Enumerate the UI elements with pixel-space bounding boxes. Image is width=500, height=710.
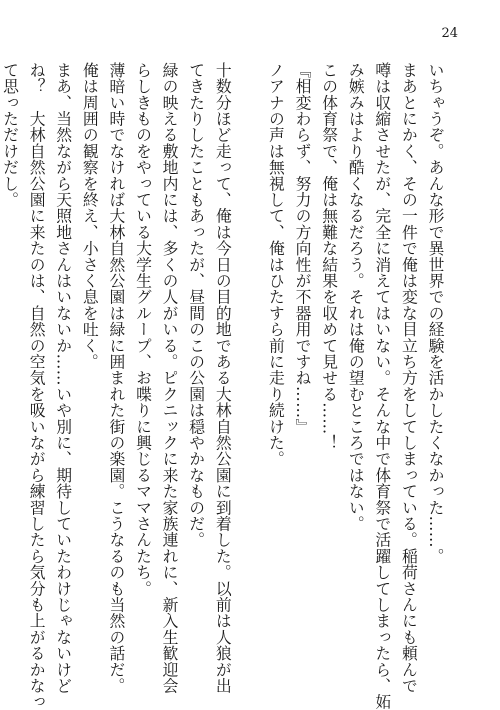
text-line: 緑の映える敷地内には、多くの人がいる。ピクニックに来た家族連れに、新入生歓迎会 <box>160 62 180 694</box>
page-number: 24 <box>441 26 458 41</box>
text-line: てきたりしたこともあったが、昼間のこの公園は穏やかなものだ。 <box>186 62 206 548</box>
text-line: 薄暗い時でなければ大林自然公園は緑に囲まれた街の楽園。こうなるのも当然の話だ。 <box>106 62 126 694</box>
blank-line <box>235 62 262 682</box>
text-line: ノアナの声は無視して、俺はひたすら前に走り続けた。 <box>266 62 286 467</box>
text-line: 十数分ほど走って、俺は今日の目的地である大林自然公園に到着した。以前は人狼が出 <box>213 62 233 694</box>
text-line: らしきものをやっている大学生グループ、お喋りに興じるママさんたち。 <box>133 62 153 597</box>
text-line: 噂は収縮させたが、完全に消えてはいない。そんな中で体育祭で活躍してしまったら、妬 <box>372 62 392 710</box>
text-line: まあとにかく、その一件で俺は変な目立ち方をしてしまっている。稲荷さんにも頼んで <box>399 62 419 694</box>
text-line: 『相変わらず、努力の方向性が不器用ですね……』 <box>293 62 313 435</box>
text-line: て思っただけだし。 <box>0 62 20 208</box>
novel-body-text <box>0 62 448 710</box>
text-line: み嫉みはより酷くなるだろう。それは俺の望むところではない。 <box>346 62 366 532</box>
text-line: この体育祭で、俺は無難な結果を収めて見せる……！ <box>319 62 339 451</box>
text-line: ね？ 大林自然公園に来たのは、自然の空気を吸いながら練習したら気分も上がるかなっ <box>27 62 47 710</box>
text-line: いちゃうぞ。あんな形で異世界での経験を活かしたくなかった……。 <box>426 62 445 565</box>
text-line: 俺は周囲の観察を終え、小さく息を吐く。 <box>80 62 100 370</box>
text-line: まあ、当然ながら天照地さんはいないか……いや別に、期待していたわけじゃないけど <box>53 62 73 694</box>
